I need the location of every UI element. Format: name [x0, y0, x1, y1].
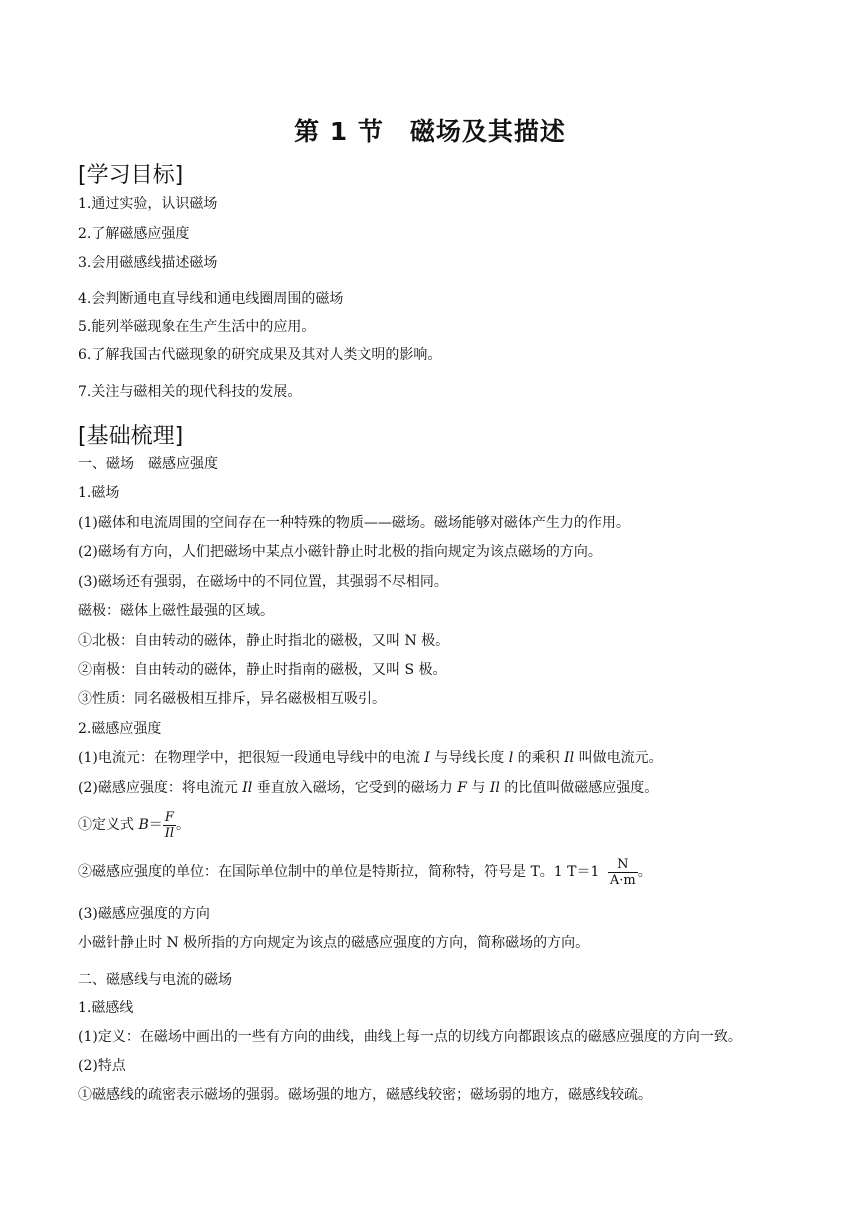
- paragraph: (2)磁场有方向，人们把磁场中某点小磁针静止时北极的指向规定为该点磁场的方向。: [78, 544, 602, 560]
- subsection-title: (3)磁感应强度的方向: [78, 906, 210, 922]
- fraction-denominator: Il: [164, 825, 175, 841]
- equals-sign: ＝: [148, 817, 163, 833]
- text-run: 。: [637, 864, 652, 880]
- text-run: 与: [466, 780, 490, 796]
- text-run: 的比值叫做磁感应强度。: [499, 780, 659, 796]
- text-run: (2)磁感应强度：将电流元: [78, 780, 243, 796]
- text-run: 叫做电流元。: [574, 750, 663, 766]
- objectives-heading: [学习目标]: [78, 163, 184, 188]
- subsection-title: 1.磁场: [78, 485, 120, 501]
- paragraph: 磁极：磁体上磁性最强的区域。: [78, 603, 274, 619]
- basics-heading: [基础梳理]: [78, 424, 184, 449]
- paragraph: ①磁感线的疏密表示磁场的强弱。磁场强的地方，磁感线较密；磁场弱的地方，磁感线较疏。: [78, 1087, 652, 1103]
- text-run: ①定义式: [78, 817, 139, 833]
- paragraph: (1)定义：在磁场中画出的一些有方向的曲线，曲线上每一点的切线方向都跟该点的磁感应强度的方向一致。: [78, 1029, 742, 1045]
- text-run: 垂直放入磁场，它受到的磁场力: [252, 780, 458, 796]
- variable-il: Il: [564, 750, 575, 766]
- objective-item: 6.了解我国古代磁现象的研究成果及其对人类文明的影响。: [78, 347, 442, 363]
- fraction-n-over-am: [608, 857, 638, 888]
- fraction-f-over-il: [163, 810, 176, 841]
- paragraph: ①北极：自由转动的磁体，静止时指北的磁极，又叫 N 极。: [78, 633, 450, 649]
- paragraph: ③性质：同名磁极相互排斥，异名磁极相互吸引。: [78, 691, 386, 707]
- paragraph: ②南极：自由转动的磁体，静止时指南的磁极，又叫 S 极。: [78, 662, 447, 678]
- fraction-numerator: N: [617, 856, 629, 872]
- magnetic-induction-paragraph: [78, 779, 658, 797]
- objective-item: 7.关注与磁相关的现代科技的发展。: [78, 384, 302, 400]
- objective-item: 3.会用磁感线描述磁场: [78, 255, 218, 271]
- objective-item: 2.了解磁感应强度: [78, 226, 190, 242]
- section-title: 二、磁感线与电流的磁场: [78, 972, 232, 988]
- paragraph: (3)磁场还有强弱，在磁场中的不同位置，其强弱不尽相同。: [78, 574, 448, 590]
- variable-f: F: [457, 780, 467, 796]
- current-element-paragraph: [78, 749, 663, 767]
- variable-b: B: [138, 817, 149, 833]
- subsection-title: 1.磁感线: [78, 1000, 134, 1016]
- unit-paragraph: [78, 855, 652, 889]
- text-run: (1)电流元：在物理学中，把很短一段通电导线中的电流: [78, 750, 425, 766]
- variable-il: Il: [489, 780, 500, 796]
- text-run: 。: [176, 817, 191, 833]
- section-title: 一、磁场 磁感应强度: [78, 456, 218, 472]
- fraction-denominator: A·m: [609, 872, 636, 888]
- paragraph: (2)特点: [78, 1058, 126, 1074]
- page-title: 第 1 节 磁场及其描述: [294, 117, 566, 146]
- text-run: ②磁感应强度的单位：在国际单位制中的单位是特斯拉，简称特，符号是 T。1 T＝1: [78, 864, 604, 880]
- objective-item: 4.会判断通电直导线和通电线圈周围的磁场: [78, 291, 344, 307]
- objective-item: 5.能列举磁现象在生产生活中的应用。: [78, 319, 316, 335]
- subsection-title: 2.磁感应强度: [78, 721, 162, 737]
- definition-formula: [78, 808, 190, 842]
- variable-il: Il: [242, 780, 253, 796]
- fraction-numerator: F: [164, 809, 174, 825]
- paragraph: (1)磁体和电流周围的空间存在一种特殊的物质——磁场。磁场能够对磁体产生力的作用。: [78, 515, 630, 531]
- text-run: 的乘积: [513, 750, 565, 766]
- paragraph: 小磁针静止时 N 极所指的方向规定为该点的磁感应强度的方向，简称磁场的方向。: [78, 935, 590, 951]
- variable-l: l: [508, 750, 514, 766]
- variable-i: I: [424, 750, 430, 766]
- text-run: 与导线长度: [429, 750, 509, 766]
- objective-item: 1.通过实验，认识磁场: [78, 196, 218, 212]
